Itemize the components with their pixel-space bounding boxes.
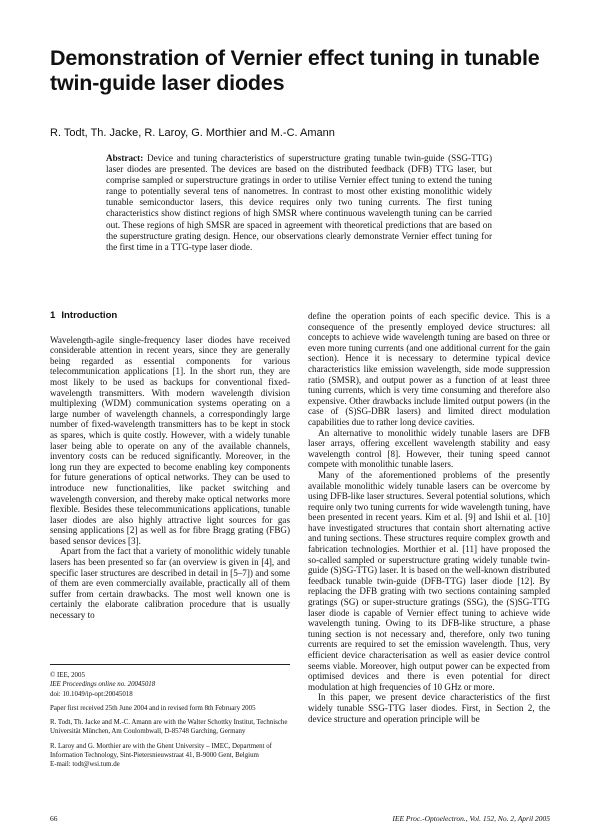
body-paragraph: Apart from the fact that a variety of monolithic widely tunable lasers has been presented so far (an overview is given in [4], and specific laser structures are described in detail in [5–7]) and some of them are even commercially available, practically all of them suffer from certain drawbacks. The most well known one is certainly the elaborate calibration procedure that is usually necessary to bbox=[50, 546, 290, 621]
left-column bbox=[50, 311, 290, 621]
footnotes bbox=[50, 664, 290, 770]
journal-reference: IEE Proc.-Optoelectron., Vol. 152, No. 2, April 2005 bbox=[392, 814, 550, 823]
footnote-rule bbox=[50, 664, 290, 665]
email-note: E-mail: todt@wsi.tum.de bbox=[50, 761, 120, 769]
body-paragraph: Wavelength-agile single-frequency laser diodes have received considerable attention in recent years, since they are generally being regarded as essential components for various telecommunication applications [1]. In the short run, they are most likely to be used as backups for conventional fixed-wavelength transmitters. With modern wavelength division multiplexing (WDM) communication systems operating on a large number of wavelength channels, a correspondingly large number of fixed-wavelength transmitters has to be kept in stock as spares, which is quite costly. However, with a widely tunable laser being able to operate on any of the available channels, inventory costs can be reduced significantly. Moreover, in the long run they are expected to become enabling key components for future generations of optical networks. They can be used to introduce new functionalities, like packet switching and wavelength conversion, and thereby make optical networks more flexible. Besides these telecommunications applications, tunable laser diodes are also highly attractive light sources for gas sensing applications [2] as well as for fibre Bragg grating (FBG) based sensor devices [3]. bbox=[50, 334, 290, 546]
abstract bbox=[106, 153, 492, 253]
abstract-label: Abstract: bbox=[106, 153, 144, 163]
body-paragraph: Many of the aforementioned problems of the presently available monolithic widely tunable lasers can be overcome by using DFB-like laser structures. Several potential solutions, which require only two tuning currents for wide wavelength tuning, have been presented in recent years. Kim et al. [9] and Ishii et al. [10] have investigated structures that contain short alternating active and tuning sections. These structures require complex growth and fabrication technologies. Morthier et al. [11] have proposed the so-called sampled or superstructure grating widely tunable twin-guide (S)SG-TTG) laser. It is based on the well-known distributed feedback tunable twin-guide (DFB-TTG) laser diode [12]. By replacing the DFB grating with two sections containing sampled gratings (SG) or super-structure gratings (SSG), the (S)SG-TTG laser diode is capable of Vernier effect tuning to achieve wide wavelength tuning. Owing to its DFB-like structure, a phase tuning section is not necessary and, therefore, only two tuning currents are required to set the emission wavelength. Thus, very efficient device characterisation as well as easier device control seems viable. Moreover, high output power can be expected from optimised devices and there is even potential for direct modulation at high frequencies of 10 GHz or more. bbox=[308, 469, 550, 692]
online-note: IEE Proceedings online no. 20045018 bbox=[50, 681, 156, 689]
body-paragraph: In this paper, we present device characteristics of the first widely tunable SSG-TTG laser diodes. First, in Section 2, the device structure and operation principle will be bbox=[308, 692, 550, 724]
received-note: Paper first received 25th June 2004 and in revised form 8th February 2005 bbox=[50, 704, 256, 712]
affiliation-note: R. Todt, Th. Jacke and M.-C. Amann are with the Walter Schottky Institut, Technische Universität München, Am Coulombwall, D-85748 Garching, Germany bbox=[50, 719, 288, 736]
section-heading bbox=[50, 311, 290, 322]
section-title: Introduction bbox=[61, 310, 118, 321]
abstract-text: Device and tuning characteristics of superstructure grating tunable twin-guide (SSG-TTG) laser diodes are presented. The devices are based on the distributed feedback (DFB) TTG laser, but comprise sampled or superstructure gratings in order to utilise Vernier effect tuning to extend the tuning range to potentially several tens of nanometres. In contrast to most other existing monolithic widely tunable semiconductor lasers, this device requires only two tuning currents. The first tuning characteristics show distinct regions of high SMSR where continuous wavelength tuning can be carried out. These regions of high SMSR are spaced in agreement with theoretical predictions that are based on the superstructure grating design. Hence, our observations clearly demonstrate Vernier effect tuning for the first time in a TTG-type laser diode. bbox=[106, 153, 492, 252]
doi-note: doi: 10.1049/ip-opt:20045018 bbox=[50, 690, 133, 698]
body-paragraph: An alternative to monolithic widely tunable lasers are DFB laser arrays, offering excellent wavelength stability and easy wavelength control [8]. However, their tuning speed cannot compete with monolithic tunable lasers. bbox=[308, 427, 550, 470]
page-number: 66 bbox=[50, 814, 58, 823]
copyright-note: © IEE, 2005 bbox=[50, 672, 85, 679]
author-list: R. Todt, Th. Jacke, R. Laroy, G. Morthier and M.-C. Amann bbox=[50, 127, 335, 139]
right-column bbox=[308, 311, 550, 724]
body-paragraph: define the operation points of each specific device. This is a consequence of the presently employed device structures: all concepts to achieve wide wavelength tuning are based on three or even more tuning currents (and one additional current for the gain section). Hence it is necessary to determine typical device characteristics like emission wavelength, side mode suppression ratio (SMSR), and output power as a function of at least three tuning currents, which is very time consuming and therefore also expensive. Other drawbacks include limited output powers (in the case of (S)SG-DBR lasers) and limited direct modulation capabilities due to rather long device cavities. bbox=[308, 311, 550, 427]
section-number: 1 bbox=[50, 310, 56, 321]
affiliation-note: R. Laroy and G. Morthier are with the Ghent University – IMEC, Department of Information Technology, Sint-Pietersnieuwstraat 41, B-9000 Gent, Belgium bbox=[50, 742, 272, 760]
paper-title: Demonstration of Vernier effect tuning in tunable twin-guide laser diodes bbox=[50, 46, 540, 95]
